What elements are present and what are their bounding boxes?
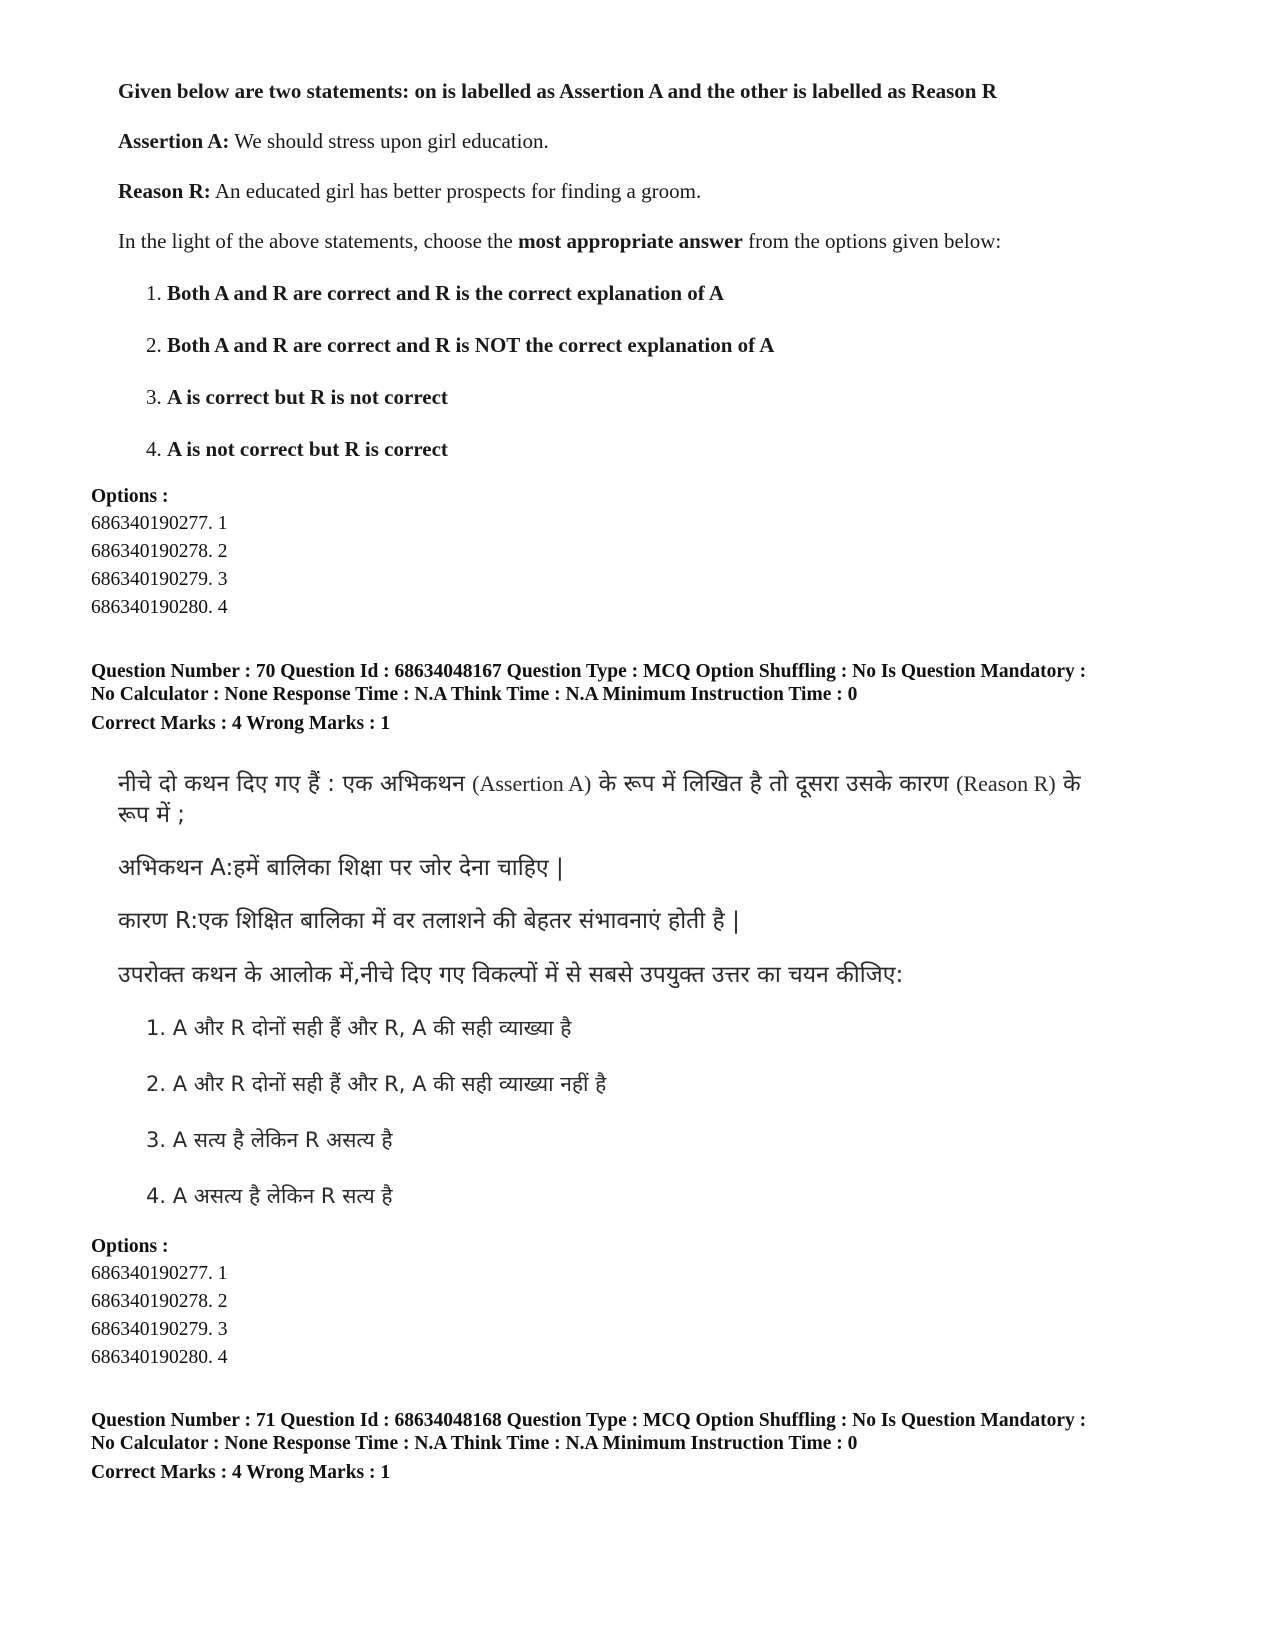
q69-instruction-post: from the options given below: <box>742 229 1002 253</box>
question-marks: Correct Marks : 4 Wrong Marks : 1 <box>91 713 391 734</box>
q70-choice-text: A असत्य है लेकिन R सत्य है <box>172 1184 393 1208</box>
question-meta-line: No Calculator : None Response Time : N.A Think Time : N.A Minimum Instruction Time : 0 <box>91 684 858 705</box>
question-marks: Correct Marks : 4 Wrong Marks : 1 <box>91 1462 391 1483</box>
option-item: 686340190278. 2 <box>91 541 228 562</box>
q69-instruction-bold: most appropriate answer <box>518 229 743 253</box>
q70-instruction: उपरोक्त कथन के आलोक में,नीचे दिए गए विकल्पों में से सबसे उपयुक्त उत्तर का चयन कीजिए: <box>118 962 904 988</box>
q69-intro: Given below are two statements: on is labelled as Assertion A and the other is labelled as Reason R <box>118 79 997 103</box>
q69-choice-text: A is correct but R is not correct <box>167 385 448 409</box>
option-item: 686340190280. 4 <box>91 1347 228 1368</box>
q69-choice-text: Both A and R are correct and R is the correct explanation of A <box>167 281 725 305</box>
option-item: 686340190279. 3 <box>91 569 228 590</box>
q69-instruction-pre: In the light of the above statements, choose the <box>118 229 519 253</box>
q69-assertion <box>118 129 549 154</box>
q69-reason-label: Reason R: <box>118 179 211 203</box>
q70-choice-text: A सत्य है लेकिन R असत्य है <box>172 1128 393 1152</box>
option-item: 686340190279. 3 <box>91 1319 228 1340</box>
q69-reason <box>118 179 701 204</box>
option-item: 686340190277. 1 <box>91 1263 228 1284</box>
q69-choice-num: 3. <box>146 385 162 409</box>
q70-intro-part: नीचे दो कथन दिए गए हैं : एक अभिकथन <box>118 771 473 797</box>
q70-choice-text: A और R दोनों सही हैं और R, A की सही व्याख्या नहीं है <box>172 1072 607 1096</box>
q70-choice-num: 3. <box>146 1128 167 1152</box>
q70-intro-line2: रूप में ; <box>118 802 186 828</box>
q69-choice-text: Both A and R are correct and R is NOT the correct explanation of A <box>167 333 775 357</box>
option-item: 686340190280. 4 <box>91 597 228 618</box>
q69-choice-text: A is not correct but R is correct <box>167 437 448 461</box>
q70-intro-part: के रूप में लिखित है तो दूसरा उसके कारण <box>591 771 957 797</box>
question-meta-line: No Calculator : None Response Time : N.A Think Time : N.A Minimum Instruction Time : 0 <box>91 1433 858 1454</box>
option-item: 686340190278. 2 <box>91 1291 228 1312</box>
q70-intro-latin: (Assertion A) <box>472 771 592 796</box>
q69-choice <box>146 437 448 462</box>
q69-choice <box>146 385 448 410</box>
q70-choice-text: A और R दोनों सही हैं और R, A की सही व्याख्या है <box>172 1016 572 1040</box>
q70-choice <box>146 1126 392 1154</box>
question-meta-line: Question Number : 71 Question Id : 68634048168 Question Type : MCQ Option Shuffling : No Is Question Mandatory : <box>91 1410 1087 1431</box>
q69-assertion-label: Assertion A: <box>118 129 230 153</box>
q69-choice-num: 4. <box>146 437 162 461</box>
q70-choice-num: 1. <box>146 1016 167 1040</box>
q70-intro-part: के <box>1055 771 1081 797</box>
q70-assertion: अभिकथन A:हमें बालिका शिक्षा पर जोर देना चाहिए | <box>118 855 564 881</box>
q70-choice-num: 2. <box>146 1072 167 1096</box>
q69-choice <box>146 281 724 306</box>
options-heading: Options : <box>91 1236 169 1257</box>
q70-reason: कारण R:एक शिक्षित बालिका में वर तलाशने की बेहतर संभावनाएं होती है | <box>118 908 740 934</box>
q69-assertion-text: We should stress upon girl education. <box>229 129 549 153</box>
question-meta-line: Question Number : 70 Question Id : 68634048167 Question Type : MCQ Option Shuffling : No Is Question Mandatory : <box>91 661 1087 682</box>
options-heading: Options : <box>91 486 169 507</box>
q69-reason-text: An educated girl has better prospects for finding a groom. <box>210 179 702 203</box>
q69-choice-num: 1. <box>146 281 162 305</box>
q69-choice <box>146 333 774 358</box>
option-item: 686340190277. 1 <box>91 513 228 534</box>
q70-choice <box>146 1182 392 1210</box>
q70-choice <box>146 1014 571 1042</box>
q70-intro <box>118 766 1081 798</box>
q70-choice-num: 4. <box>146 1184 167 1208</box>
q69-choice-num: 2. <box>146 333 162 357</box>
q70-intro-latin: (Reason R) <box>956 771 1056 796</box>
q70-choice <box>146 1070 606 1098</box>
q69-instruction <box>118 229 1001 254</box>
